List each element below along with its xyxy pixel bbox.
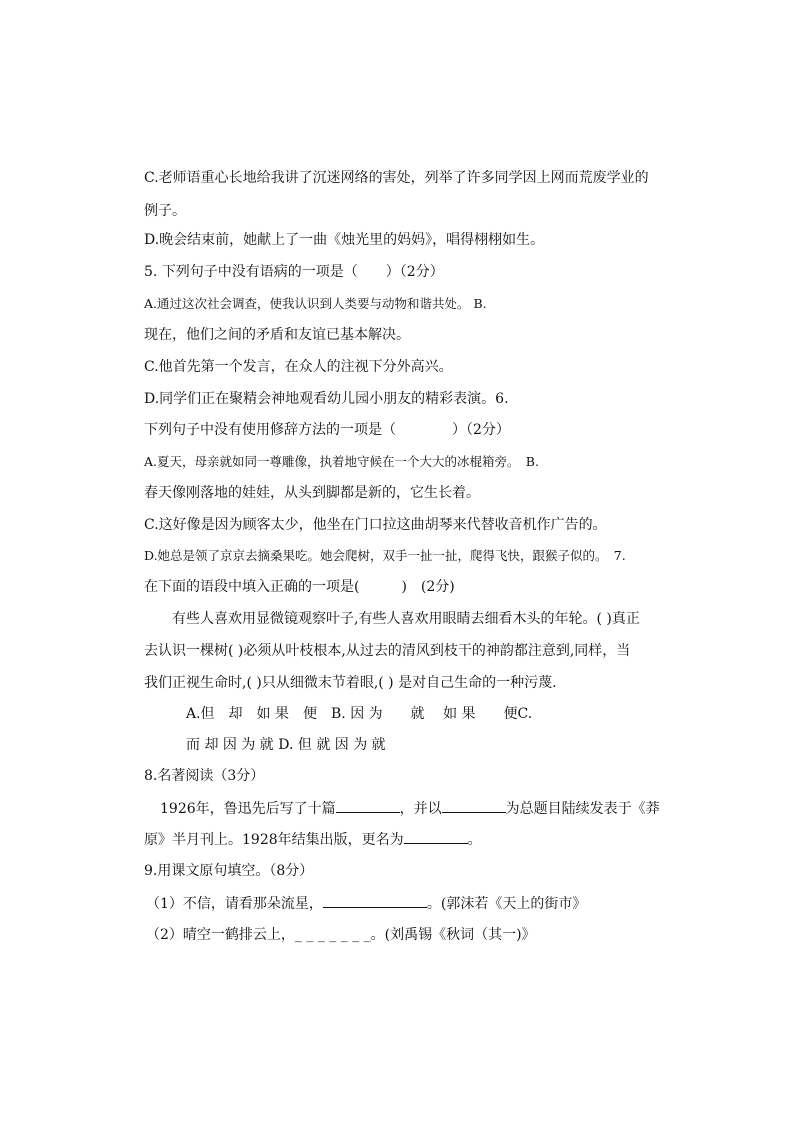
q9-2-text: （2）晴空一鹤排云上，	[146, 927, 295, 943]
q6-option-a: A.夏天，母亲就如同一尊雕像，执着地守候在一个大大的冰棍箱旁。 B.	[144, 454, 539, 469]
question-7-title: 在下面的语段中填入正确的一项是( ) (2分)	[144, 579, 455, 595]
question-8-title: 8.名著阅读（3分）	[144, 768, 265, 784]
q7-options-line2: 而 却 因 为 就 D. 但 就 因 为 就	[186, 737, 386, 753]
question-5-title: 5. 下列句子中没有语病的一项是（ ）（2分）	[144, 264, 444, 280]
blank-8-1[interactable]	[336, 798, 400, 813]
q8-line1	[160, 798, 660, 819]
q7-passage-line3: 我们正视生命时,( )只从细微末节着眼,( ) 是对自己生命的一种污蔑.	[144, 675, 557, 691]
blank-9-2[interactable]: _ _ _ _ _ _ _	[294, 927, 371, 943]
q6-option-d: D.她总是领了京京去摘桑果吃。她会爬树，双手一扯一扯，爬得飞快，跟猴子似的。 7.	[144, 548, 626, 563]
q8-text-part3: 为总题目陆续发表于《莽	[505, 801, 660, 817]
q9-item-2	[146, 925, 536, 945]
q5-option-c: C.他首先第一个发言，在众人的注视下分外高兴。	[144, 359, 453, 375]
blank-8-3[interactable]	[404, 829, 468, 844]
q6-option-b: 春天像刚落地的娃娃，从头到脚都是新的，它生长着。	[144, 485, 480, 501]
q8-text-part2: ，并以	[399, 801, 442, 817]
q7-options-line1: A.但 却 如 果 便 B. 因 为 就 如 果 便C.	[186, 706, 533, 722]
q8-text-part1: 1926年，鲁迅先后写了十篇	[160, 801, 336, 817]
q8-text-part4: 原》半月刊上。1928年结集出版，更名为	[144, 832, 404, 848]
option-d-text: D.晚会结束前，她献上了一曲《烛光里的妈妈》，唱得栩栩如生。	[144, 232, 545, 248]
option-5c-line1: C.老师语重心长地给我讲了沉迷网络的害处，列举了许多同学因上网而荒废学业的	[144, 170, 649, 186]
q6-option-c: C.这好像是因为顾客太少，他坐在门口拉这曲胡琴来代替收音机作广告的。	[144, 517, 607, 533]
q5-option-d: D.同学们正在聚精会神地观看幼儿园小朋友的精彩表演。6.	[144, 391, 509, 407]
question-6-title: 下列句子中没有使用修辞方法的一项是（ ）（2分）	[144, 422, 510, 438]
option-5c-line2: 例子。	[144, 203, 186, 219]
q9-2-source: 。(刘禹锡《秋词（其一)》	[370, 927, 536, 943]
q9-1-text: （1）不信，请看那朵流星，	[146, 896, 323, 912]
q5-option-b: 现在，他们之间的矛盾和友谊已基本解决。	[144, 327, 410, 343]
q8-line2	[144, 829, 482, 850]
q5-option-a: A.通过这次社会调查，使我认识到人类要与动物和谐共处。 B.	[144, 296, 487, 311]
q9-1-source: 。(郭沫若《天上的街市》	[426, 896, 587, 912]
q7-passage-line2: 去认识一棵树( )必须从叶枝根本,从过去的清风到枝干的神韵都注意到,同样，当	[144, 643, 631, 659]
blank-9-1[interactable]	[323, 893, 427, 908]
question-9-title: 9.用课文原句填空。（8分）	[144, 863, 314, 879]
q9-item-1	[146, 893, 586, 914]
q8-text-part5: 。	[467, 832, 482, 848]
blank-8-2[interactable]	[442, 798, 506, 813]
q7-passage-line1: 有些人喜欢用显微镜观察叶子,有些人喜欢用眼睛去细看木头的年轮。( )真正	[172, 611, 640, 627]
